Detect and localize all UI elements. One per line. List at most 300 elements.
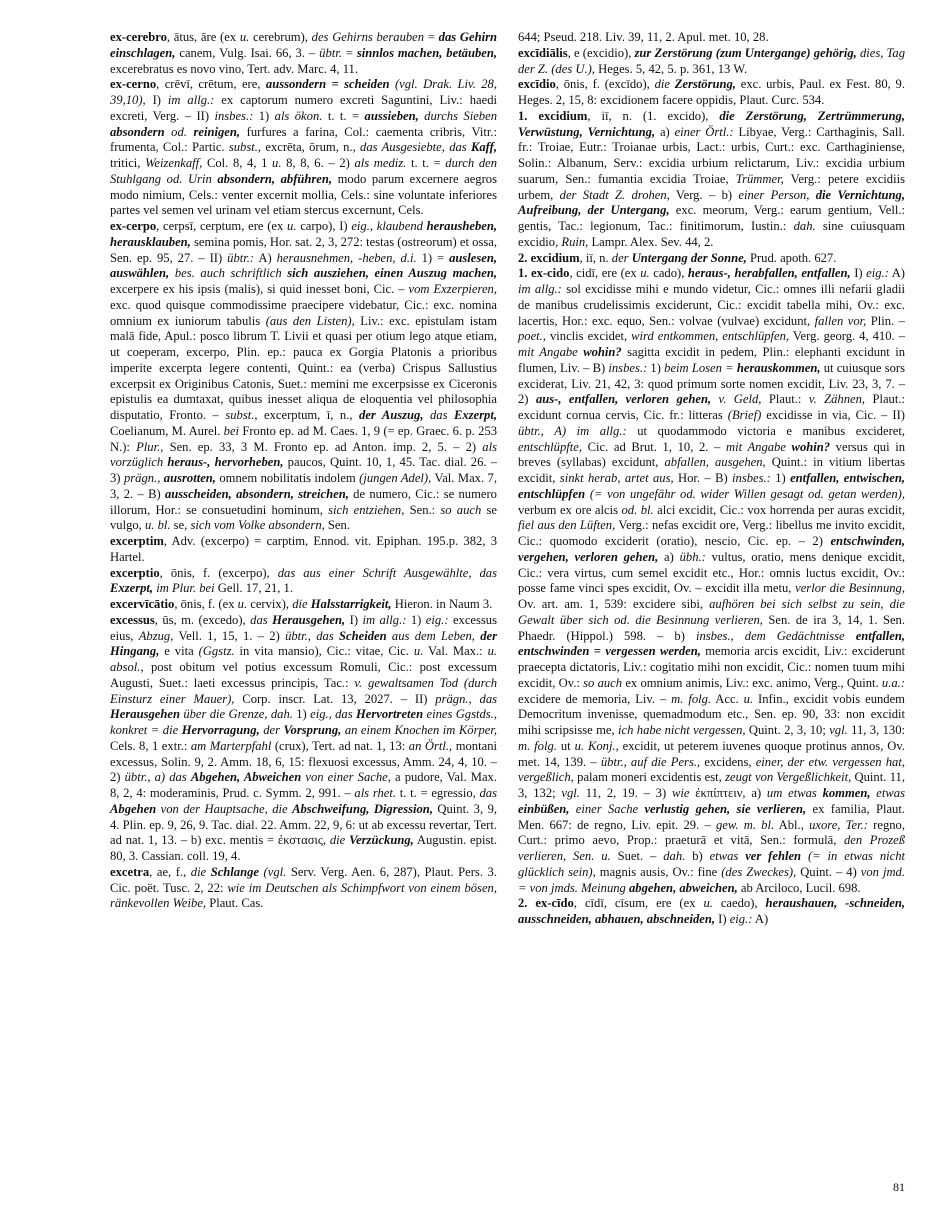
italic-gloss: von jmd. = von jmds. Meinung [518, 864, 906, 895]
entry-text: Col. 8, 4, 1 [202, 156, 273, 170]
entry-text: Corp. inscr. Lat. 13, 2027. – II) [234, 691, 436, 706]
entry-text: Acc. [711, 691, 744, 706]
entry-text: cerebrum), [249, 30, 312, 44]
italic-gloss: (Brief) [727, 408, 762, 422]
entry-text: t. t. = [406, 156, 446, 170]
entry-text: ex captorum numero excreti Saguntini, Liv.: haedi excreti, Verg. – II) [110, 93, 497, 123]
bold-translation: entschwinden, vergehen, verloren gehen, [518, 534, 905, 564]
entry-text: Gell. 17, 21, 1. [214, 581, 293, 596]
italic-gloss: übh.: [679, 549, 706, 564]
bold-translation: auslesen, auswählen, [110, 250, 498, 281]
entry-text: Libyae, Verg.: Carthaginis, Sall. fr.: Troiae, Eutr.: Troianae urbis, Lact.: urbis, Curt.: exc. Carthaginiense, Solin.: Albanum, Serv.: excidia urbium relictarum, Liv.: excidia urbium suarum, Sen.: fumantia excidia Troiae, [518, 124, 905, 186]
italic-gloss: eines Ggstds., konkret = die [110, 707, 497, 737]
entry-text: ut [556, 738, 575, 753]
entry-text: de numero, Cic.: se numero illorum, Hor.: se consuetudini hominum, [110, 486, 497, 517]
italic-gloss: dies, Tag der Z. (des U.), [518, 45, 905, 76]
dictionary-entry [110, 566, 497, 598]
italic-gloss: wird entkommen, entschlüpfen, [631, 329, 790, 344]
italic-gloss: der [611, 250, 632, 265]
italic-gloss: dah. [663, 849, 686, 863]
italic-gloss: im Plur. bei [153, 581, 215, 596]
italic-gloss: von einer Sache, [301, 770, 391, 785]
bold-translation: wohin? [791, 439, 831, 454]
italic-gloss: klaubend [373, 219, 427, 233]
entry-text: excrēta, ōrum, n., [261, 140, 361, 155]
italic-gloss: übtr., a) das [124, 770, 191, 785]
entry-text: t. t. = egressio, [396, 786, 480, 800]
dictionary-entry [518, 251, 905, 267]
bold-translation: absondern, abführen, [217, 171, 333, 186]
entry-text: 1) [647, 360, 665, 375]
italic-gloss: das [423, 408, 454, 422]
entry-text: = [424, 30, 439, 44]
entry-text: I) [145, 93, 168, 107]
entry-text: excessus eius, [110, 612, 498, 643]
italic-gloss: (aus den Listen), [265, 313, 355, 328]
italic-gloss: insbes.: [608, 360, 648, 375]
entry-text: paucos, Quint. 10, 1, 45. Tac. dial. 26. – 3) [110, 455, 497, 485]
italic-gloss: subst., [225, 408, 258, 422]
entry-text: , ūs, m. (excedo), [154, 612, 251, 627]
entry-text: Suet. – [610, 849, 664, 863]
entry-text: Cels. 8, 1 extr.: [110, 738, 191, 753]
entry-text: 1) [406, 612, 426, 627]
entry-text: sagitta excidit in pedem, Plin.: elephanti excidunt in flumen, Liv. – B) [518, 345, 905, 375]
italic-gloss: als vorzüglich [110, 439, 497, 470]
dictionary-entry [518, 896, 905, 928]
entry-text: Verg. – b) [669, 187, 739, 202]
italic-gloss: u. bl. [144, 518, 171, 533]
italic-gloss: fiel aus den Lüften, [518, 518, 616, 533]
italic-gloss: an einem Knochen im Körper, [341, 723, 498, 737]
dictionary-entry [110, 865, 497, 912]
italic-gloss: entschlüpfte, [518, 439, 583, 454]
italic-gloss: den Prozeß verlieren, Sen. u. [518, 833, 905, 863]
entry-text: I) [345, 612, 363, 627]
entry-text: modo parum excernere aegros modo nimium, Cels.: venter excernit mollia, Cels.: sine voluntate inferiores partes vel semen vel urinam vel etiam stercus excernunt, Cels. [110, 171, 497, 218]
italic-gloss: übtr.: [227, 250, 255, 265]
entry-headword: 1. ex-cido [518, 266, 570, 281]
italic-gloss: einer Sache [569, 801, 645, 816]
italic-gloss: des Gehirns berauben [311, 30, 425, 44]
dictionary-entry [110, 77, 497, 219]
bold-translation: aussondern = scheiden [265, 77, 390, 92]
bold-translation: der Auszug, [359, 408, 424, 422]
entry-text: verbum ex ore alcis [518, 502, 622, 517]
entry-text: alci excidit, Cic.: vox horrenda per auras excidit, [653, 502, 906, 517]
entry-text: caedo), [712, 896, 766, 911]
entry-headword: excīdiālis [518, 45, 568, 60]
entry-text: tritici, [110, 156, 146, 170]
italic-gloss: u. [703, 896, 713, 911]
bold-translation: die Vernichtung, Aufreibung, der Untergang, [518, 187, 906, 218]
italic-gloss: übtr., auf die Pers., [600, 754, 701, 769]
italic-gloss: Abzug, [138, 628, 174, 643]
italic-gloss: bes. auch schriftlich [169, 266, 288, 281]
italic-gloss: u. [743, 691, 754, 706]
bold-translation: heraus-, hervorheben, [167, 455, 284, 470]
italic-gloss: zeugt von Vergeßlichkeit, [725, 770, 852, 785]
italic-gloss: (= von ungefähr od. wider Willen gesagt od. getan werden), [585, 486, 905, 501]
entry-text: sine cuiusquam excidio, [518, 219, 905, 249]
italic-gloss: der [259, 723, 284, 737]
bold-translation: Abschweifung, Digression, [292, 801, 433, 816]
italic-gloss: an Örtl., [408, 738, 453, 753]
entry-text: a pudore, Val. Max. 8, 2, 4: moderaminis, Prud. c. Symm. 2, 991. – [110, 770, 498, 800]
italic-gloss: aus dem Leben, [386, 628, 481, 643]
entry-text: excidit, ut peterem iuvenes quoque protinus annos, Ov. met. 14, 139. – [518, 738, 906, 769]
entry-text: Cic. ad Brut. 1, 10, 2. – [582, 439, 726, 454]
entry-text: 1) = [416, 250, 450, 265]
dictionary-entry [110, 30, 497, 77]
entry-text: post obitum vel potius excessum Romuli, Cic.: post excessum Augusti, Suet.: laeti excessus principis, Tac.: [110, 660, 497, 690]
bold-translation: Zerstörung, [674, 77, 736, 92]
entry-text: , cidī, ere (ex [569, 266, 641, 281]
italic-gloss: im allg.: [518, 282, 562, 296]
bold-translation: abgehen, abweichen, [628, 880, 738, 895]
entry-text: Quint. 2, 3, 10; [745, 723, 830, 737]
entry-text: ex familia, Plaut. Men. 667: de regno, Liv. epit. 29. – [518, 801, 905, 832]
italic-gloss: am Marterpfahl [190, 738, 272, 753]
italic-gloss: einer Person, [738, 187, 816, 202]
italic-gloss: v. Geld, [711, 392, 762, 407]
bold-translation: entfallen, entwischen, entschlüpfen [518, 471, 905, 501]
italic-gloss: im allg.: [362, 612, 407, 627]
entry-text: vinclis excidet, [545, 329, 632, 344]
bold-translation: heraus-, herabfallen, entfallen, [687, 266, 851, 281]
entry-text: semina pomis, Hor. sat. 2, 3, 272: testas (ostreorum) et ossa, Sen. ep. 95, 27. – II) [110, 234, 497, 265]
entry-text: montani excessus, Solin. 9, 2. Amm. 18, 6, 15: flexuosi excessus, Amm. 24, 4, 10. – 2) [110, 738, 497, 785]
entry-text: excerptum, ī, n., [257, 408, 360, 422]
entry-text: , iī, n. [579, 250, 612, 265]
italic-gloss: insbes.: [732, 471, 771, 485]
entry-text: Quint. 3, 9, 4. Plin. ep. 9, 26, 9. Tac. dial. 22. Amm. 22, 9, 6: ut ab excessu revertar, Tert. ad nat. 1, 13. – b) exc. mentis = ἐκστασις, [110, 801, 498, 848]
entry-text: , iī, n. (1. excido), [587, 108, 720, 123]
entry-text: carpo), I) [296, 219, 352, 233]
entry-text: canem, Vulg. Isai. 66, 3. – [175, 45, 320, 60]
italic-gloss: einer, der etw. vergessen hat, vergeßlich, [518, 754, 905, 785]
italic-gloss: übtr., das [285, 628, 340, 643]
entry-text: 1) [770, 471, 791, 485]
italic-gloss: eig.: [425, 612, 449, 627]
entry-text: ut cuiusque sors exciderat, Liv. 21, 42, 3: quod primum sorte nomen excidit, Liv. 23, 3, 7. – 2) [518, 360, 905, 407]
entry-text: excidisse in via, Cic. – II) [761, 408, 905, 422]
entry-headword: ex-cerno [110, 77, 157, 92]
italic-gloss: das [479, 786, 497, 800]
italic-gloss: das [250, 612, 273, 627]
bold-translation: kommen, [822, 786, 871, 800]
entry-text: ex omnium animis, Liv.: exc. animo, Verg., Quint. [622, 675, 882, 690]
entry-text: Hieron. in Naum 3. [391, 597, 493, 611]
italic-gloss: fallen vor, [814, 313, 867, 328]
dictionary-entry [518, 266, 905, 896]
entry-text: Coelianum, M. Aurel. [110, 423, 224, 438]
entry-headword: 2. excidium [518, 250, 580, 265]
italic-gloss: beim Losen = [664, 360, 737, 375]
entry-headword: ex-cerebro [110, 30, 167, 44]
entry-text: , Adv. (excerpo) = carptim, Ennod. vit. Epiphan. 195.p. 382, 3 Hartel. [110, 534, 497, 564]
entry-text: omnem nobilitatis indolem [215, 471, 360, 485]
entry-text: b) [685, 849, 710, 863]
entry-text: ἐκπίπτειν, a) [689, 786, 767, 800]
entry-headword: excīdio [518, 77, 556, 92]
bold-translation: Herausgehen [110, 707, 180, 722]
italic-gloss: das aus einer Schrift Ausgewählte, das [277, 565, 497, 580]
entry-text: Plaut.: [761, 392, 809, 407]
entry-text: Quint. 11, 3, 132; [518, 770, 905, 800]
entry-text: 11, 2, 19. – 3) [579, 786, 672, 800]
bold-translation: Abgehen, Abweichen [190, 770, 302, 785]
italic-gloss: als mediz. [354, 156, 407, 170]
bold-translation: ausrotten, [163, 471, 216, 485]
italic-gloss: subst., [228, 140, 262, 155]
italic-gloss: abfallen, ausgehen, [664, 455, 766, 470]
entry-headword: excervīcātio [110, 597, 175, 611]
italic-gloss: durchs Sieben [418, 108, 497, 123]
italic-gloss: (jungen Adel), [359, 471, 432, 485]
italic-gloss: ich habe nicht vergessen, [618, 723, 746, 737]
italic-gloss: od. bl. [621, 502, 654, 517]
italic-gloss: so auch [440, 502, 482, 517]
entry-text: a) [658, 549, 680, 564]
italic-gloss: sich vom Volke absondern, [190, 518, 325, 533]
italic-gloss: m. folg. [671, 691, 712, 706]
entry-text: Sen. [324, 518, 350, 533]
italic-gloss: so auch [583, 675, 623, 690]
entry-text: Augustin. epist. 80, 3. Cassian. coll. 19, 4. [110, 833, 497, 863]
italic-gloss: insbes., dem Gedächtnisse [695, 628, 856, 643]
italic-gloss: die [292, 597, 311, 611]
bold-translation: einbüßen, [518, 801, 570, 816]
italic-gloss: als rhet. [354, 786, 397, 800]
entry-text: ab Arciloco, Lucil. 698. [737, 880, 861, 895]
italic-gloss: wie [671, 786, 690, 800]
entry-text: Plaut. Cas. [206, 896, 264, 911]
bold-translation: Halsstarrigkeit, [310, 597, 392, 611]
entry-text: Fronto ep. ad M. Caes. 1, 9 (= ep. Graec. 6. p. 253 N.): [110, 423, 497, 454]
entry-text: I) [715, 912, 730, 926]
italic-gloss: vgl. [561, 786, 580, 800]
entry-text: 11, 3, 130: [847, 723, 905, 737]
entry-text: 1) [292, 707, 311, 722]
italic-gloss: wie im Deutschen als Schimpfwort von einem bösen, ränkevollen Weibe, [110, 880, 497, 911]
entry-text: Verg.: nefas excidit ore, Verg.: libellus me invito excidit, Cic.: quomodo exciderit (oratio), nescio, Cic. ep. – 2) [518, 518, 906, 548]
italic-gloss: sinkt herab, artet aus, [559, 471, 674, 485]
entry-text: Quint. – 4) [796, 864, 861, 879]
italic-gloss: v. Zähnen, [808, 392, 866, 407]
bold-translation: Exzerpt, [453, 408, 497, 422]
dictionary-entry [110, 534, 497, 566]
italic-gloss: Weizenkaff, [145, 156, 203, 170]
entry-headword: 2. ex-cīdo [518, 896, 574, 911]
entry-text: exc. quod quisque commodissime praecipere videbatur, Cic.: exc. nomina omnium ex iuniorum tabulis [110, 297, 497, 328]
italic-gloss: dah. [793, 219, 816, 233]
bold-translation: Scheiden [339, 628, 387, 643]
bold-translation: Herausgehen, [272, 612, 346, 627]
bold-translation: die Zerstörung, Zertrümmerung, Verwüstung, Vernichtung, [518, 108, 905, 139]
italic-gloss: u.a.: [881, 675, 906, 690]
bold-translation: reinigen, [193, 124, 241, 139]
dictionary-entry [110, 219, 497, 534]
italic-gloss: u. [239, 30, 250, 44]
entry-text: Sen.: [404, 502, 441, 517]
bold-translation: das Gehirn einschlagen, [110, 30, 497, 60]
bold-translation: Verzückung, [349, 833, 414, 848]
italic-gloss: von der Hauptsache, die [156, 801, 293, 816]
italic-gloss: um etwas [766, 786, 823, 800]
entry-text: Verg. georg. 4, 410. – [789, 329, 905, 344]
bold-translation: sich ausziehen, einen Auszug machen, [287, 266, 497, 281]
italic-gloss: eig., [351, 219, 374, 233]
italic-gloss: sich entziehen, [328, 502, 405, 517]
bold-translation: sinnlos machen, betäuben, [356, 45, 497, 60]
entry-text: , ātus, āre (ex [166, 30, 240, 44]
entry-text: sol excidisse mihi e mundo videtur, Cic.: omnes illi nefarii gladii de manibus crudelissimis exciderunt, Cic.: excidit tabella mihi, Ov.: exc. lacertis, Hor.: exc. equo, Sen.: volvae (vulvae) excidunt, [518, 282, 905, 328]
entry-text: versus qui in breves (syllabas) excidunt, [518, 439, 905, 470]
bold-translation: Schlange [210, 864, 259, 879]
entry-text: A) [254, 250, 277, 265]
italic-gloss: die [329, 833, 350, 848]
entry-text: Vell. 1, 15, 1. – 2) [173, 628, 286, 643]
italic-gloss: (vgl. Drak. Liv. 28, 39,10), [110, 77, 497, 107]
italic-gloss: prägn., das [435, 691, 498, 706]
entry-text: , cīdī, cīsum, ere (ex [573, 896, 704, 911]
dictionary-entry [110, 613, 497, 865]
entry-text: Hor. – B) [673, 471, 733, 485]
bold-translation: wohin? [583, 345, 622, 359]
entry-text: A) [888, 266, 905, 281]
italic-gloss: eig.: [729, 912, 753, 926]
italic-gloss: verlor die Besinnung, [795, 581, 905, 596]
entry-text: Val. Max. 7, 3, 2. – B) [110, 471, 498, 501]
italic-gloss: Plur., [136, 439, 164, 454]
entry-headword: excessus [110, 612, 155, 627]
entry-text: , ae, f., [149, 864, 191, 879]
dictionary-entry [110, 597, 497, 613]
entry-text: Heges. 5, 42, 5. p. 361, 13 W. [594, 61, 748, 76]
entry-text: , ōnis, f. (excerpo), [159, 565, 278, 580]
bold-translation: heraushauen, -schneiden, ausschneiden, abhauen, abschneiden, [518, 896, 905, 926]
entry-text: cervix), [247, 597, 293, 611]
entry-text: (crux), Tert. ad nat. 1, 13: [271, 738, 409, 753]
italic-gloss: (= in etwas nicht glücklich sein), [518, 849, 905, 879]
bold-translation: ver fehlen [745, 849, 802, 863]
italic-gloss: uxore, Ter.: [809, 817, 868, 832]
entry-text: , crēvī, crētum, ere, [156, 77, 266, 92]
entry-text: t. t. = [322, 108, 365, 123]
entry-text: , ōnis, f. (ex [174, 597, 238, 611]
bold-translation: Vorsprung, [283, 723, 342, 737]
italic-gloss: u. [640, 266, 650, 281]
entry-headword: excerptio [110, 565, 160, 580]
italic-gloss: übtr. [319, 45, 342, 60]
entry-text: Sen. ep. 33, 3 M. Fronto ep. ad Anton. imp. 2, 5. – 2) [163, 439, 483, 454]
entry-text: excerebratus es novo vino, Tert. adv. Marc. 4, 11. [110, 61, 358, 76]
italic-gloss: mit Angabe [725, 439, 792, 454]
entry-text: I) [850, 266, 867, 281]
entry-text: a) [655, 124, 675, 139]
entry-text: excidere de memoria, Liv. – [518, 691, 672, 706]
italic-gloss: im allg.: [167, 93, 215, 107]
italic-gloss: u. [237, 597, 248, 611]
italic-gloss: eig.: [866, 266, 889, 281]
bold-translation: aussieben, [364, 108, 419, 123]
italic-gloss: durch den Stuhlgang od. Urin [110, 156, 498, 186]
italic-gloss: od. [164, 124, 194, 139]
italic-gloss: u. [287, 219, 297, 233]
entry-headword: excerptim [110, 534, 164, 548]
italic-gloss: einer Örtl.: [674, 124, 734, 139]
bold-translation: absondern [110, 124, 165, 139]
entry-text: excidens, [700, 754, 756, 769]
italic-gloss: etwas [870, 786, 905, 800]
entry-text: , cerpsī, cerptum, ere (ex [156, 219, 288, 233]
bold-translation: Exzerpt, [110, 581, 154, 596]
bold-translation: verlustig gehen, sie verlieren, [644, 801, 807, 816]
italic-gloss: insbes.: [214, 108, 254, 123]
bold-translation: aus-, entfallen, verloren gehen, [535, 392, 712, 407]
italic-gloss: Trümmer, [735, 171, 784, 186]
page-number: 81 [893, 1180, 905, 1194]
bold-translation: zur Zerstörung (zum Untergange) gehörig, [634, 45, 857, 60]
italic-gloss: (Ggstz. [198, 644, 235, 659]
entry-text: se, [170, 518, 191, 533]
entry-text: Verg.: petere excidiis urbem, [518, 171, 905, 202]
italic-gloss: m. folg. [518, 738, 557, 753]
dictionary-entry [518, 77, 905, 109]
italic-gloss: aufhören bei sich selbst zu sein, die Gewalt über sich od. die Besinnung verlieren, [518, 597, 905, 627]
entry-text: Sen. de ira 3, 14, 1. Sen. Phaedr. (Hippol.) 598. – b) [518, 612, 905, 643]
entry-text: in vita mansio), Cic.: vitae, Cic. [234, 644, 414, 659]
italic-gloss: die [190, 864, 211, 879]
entry-text: exc. urbis, Paul. ex Fest. 80, 9. Heges. 2, 15, 8: excidionem facere oppidis, Plaut. Curc. 534. [518, 77, 905, 107]
entry-text: 8, 8, 6. – 2) [281, 156, 355, 170]
entry-text: magnis ausis, Ov.: fine [595, 864, 722, 879]
italic-gloss: (vgl. [259, 864, 287, 879]
entry-text: 644; Pseud. 218. Liv. 39, 11, 2. Apul. met. 10, 28. [518, 30, 769, 44]
entry-text: Lampr. Alex. Sev. 44, 2. [588, 234, 714, 249]
italic-gloss: eig., das [310, 707, 356, 722]
entry-text: se vulgo, [110, 502, 497, 533]
italic-gloss: etwas [709, 849, 746, 863]
entry-text: Abl., [774, 817, 810, 832]
right-column [518, 30, 905, 928]
italic-gloss: herausnehmen, -heben, d.i. [276, 250, 417, 265]
bold-translation: Hervorragung, [181, 723, 260, 737]
entry-text: A) [752, 912, 769, 926]
entry-text: ut quodammodo victoria e manibus excideret, [626, 423, 906, 438]
bold-translation: entfallen, entschwinden = vergessen werden, [518, 628, 906, 659]
bold-translation: herauskommen, [736, 360, 821, 375]
entry-text: palam moneri excidentis est, [573, 770, 726, 785]
entry-text: , e (excidio), [567, 45, 635, 60]
bold-translation: Abgehen [110, 801, 157, 816]
entry-headword: ex-cerpo [110, 219, 157, 233]
entry-text: exc. meorum, Verg.: earum gentium, Vell.: gentis, Tac.: legionum, Tac.: finitimorum, Iustin.: [518, 203, 905, 233]
entry-text: Ov. art. am. 1, 539: excidere sibi, [518, 597, 710, 611]
entry-text: = [341, 45, 357, 60]
entry-text: Val. Max.: [423, 644, 488, 659]
italic-gloss: der Stadt Z. drohen, [559, 187, 670, 202]
italic-gloss: u. [413, 644, 424, 659]
entry-text: excerpere ex his ipsis (malis), si quid inesset boni, Cic. – [110, 282, 409, 296]
italic-gloss: (des Zweckes), [721, 864, 797, 879]
entry-text: furfures a farina, Col.: caementa cribris, Vitr.: frumenta, Col.: Partic. [110, 124, 497, 155]
italic-gloss: gew. m. bl. [716, 817, 775, 832]
italic-gloss: die [654, 77, 675, 92]
italic-gloss: u. absol., [110, 644, 498, 674]
italic-gloss: u. [272, 156, 282, 170]
